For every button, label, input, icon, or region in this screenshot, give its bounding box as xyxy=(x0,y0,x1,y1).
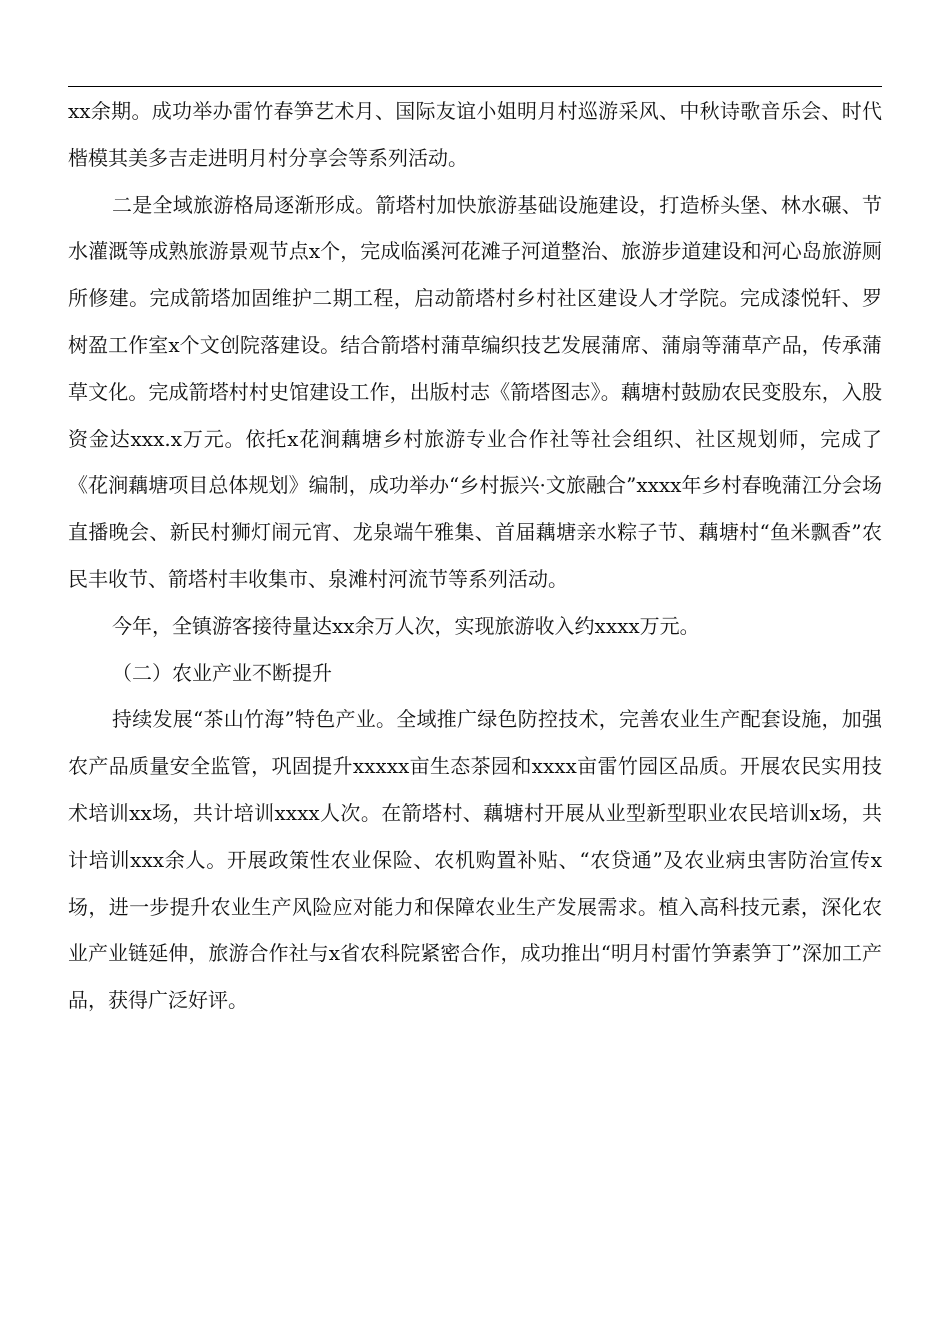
paragraph-agriculture: 持续发展“茶山竹海”特色产业。全域推广绿色防控技术，完善农业生产配套设施，加强农产品质量安全监管，巩固提升xxxxx亩生态茶园和xxxx亩雷竹园区品质。开展农民实用技术培训xx场，共计培训xxxx人次。在箭塔村、藕塘村开展从业型新型职业农民培训x场，共计培训xxx余人。开展政策性农业保险、农机购置补贴、“农贷通”及农业病虫害防治宣传x场，进一步提升农业生产风险应对能力和保障农业生产发展需求。植入高科技元素，深化农业产业链延伸，旅游合作社与x省农科院紧密合作，成功推出“明月村雷竹笋素笋丁”深加工产品，获得广泛好评。 xyxy=(68,707,882,1013)
paragraph-tourism-pattern: 二是全域旅游格局逐渐形成。箭塔村加快旅游基础设施建设，打造桥头堡、林水碾、节水灌溉等成熟旅游景观节点x个，完成临溪河花滩子河道整治、旅游步道建设和河心岛旅游厕所修建。完成箭塔加固维护二期工程，启动箭塔村乡村社区建设人才学院。完成漆悦轩、罗树盈工作室x个文创院落建设。结合箭塔村蒲草编织技艺发展蒲席、蒲扇等蒲草产品，传承蒲草文化。完成箭塔村村史馆建设工作，出版村志《箭塔图志》。藕塘村鼓励农民变股东，入股资金达xxx.x万元。依托x花涧藕塘乡村旅游专业合作社等社会组织、社区规划师，完成了《花涧藕塘项目总体规划》编制，成功举办“乡村振兴·文旅融合”xxxx年乡村春晚蒲江分会场直播晚会、新民村狮灯闹元宵、龙泉端午雅集、首届藕塘亲水粽子节、藕塘村“鱼米飘香”农民丰收节、箭塔村丰收集市、泉滩村河流节等系列活动。 xyxy=(68,192,882,591)
paragraph-tourism-stats: 今年，全镇游客接待量达xx余万人次，实现旅游收入约xxxx万元。 xyxy=(112,613,700,638)
paragraph-continuation: xx余期。成功举办雷竹春笋艺术月、国际友谊小姐明月村巡游采风、中秋诗歌音乐会、时代楷模其美多吉走进明月村分享会等系列活动。 xyxy=(68,99,882,170)
section-heading-agriculture: （二）农业产业不断提升 xyxy=(112,660,332,685)
document-body xyxy=(68,88,882,1024)
header-rule xyxy=(68,86,882,87)
